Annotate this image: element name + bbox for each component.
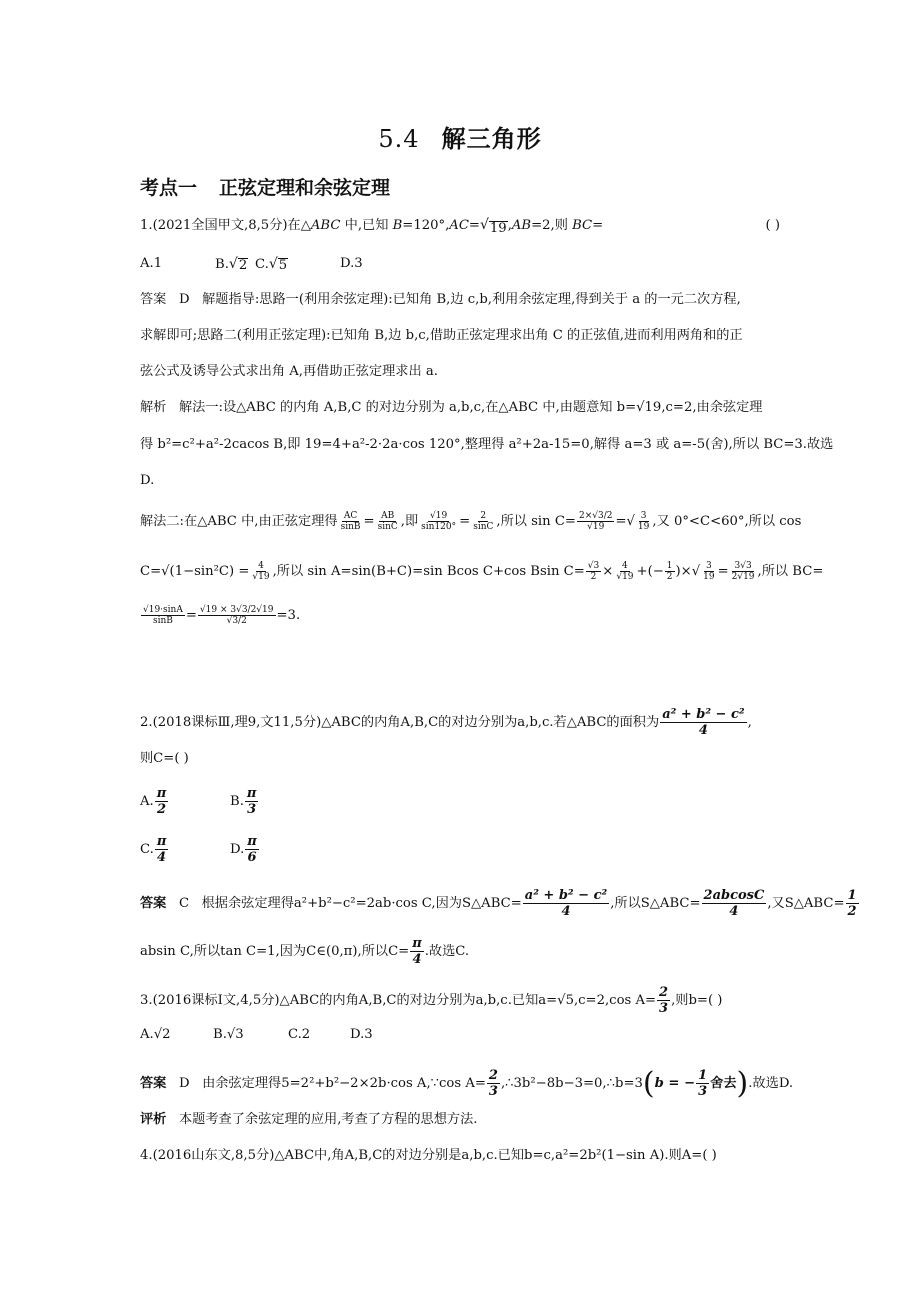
hint-line-1: 解题指导:思路一(利用余弦定理):已知角 B,边 c,b,利用余弦定理,得到关于 a 的一元二次方程,	[202, 292, 741, 307]
hint-line-2: 求解即可;思路二(利用正弦定理):已知角 B,边 b,c,借助正弦定理求出角 C 的正弦值,进而利用两角和的正	[140, 328, 743, 343]
sol2-line-3: $\frac{√19\cdot\sin A}{\sin B}$ = $\frac{√19 \times 3√3/2√19}{√3/2}$ =3.	[143, 605, 301, 626]
sqrt-19: √ 19	[479, 217, 507, 236]
q1-stem-d: =	[468, 218, 480, 233]
q2-stem-2: 则C=( )	[140, 751, 189, 766]
q1-stem-e: ,	[507, 218, 512, 233]
frac-sinc-value: $\frac{2\times√3/2}{√19}$	[578, 511, 613, 532]
q1-option-c: C. √ 5	[255, 256, 288, 273]
q1-option-a: A.1	[140, 256, 163, 271]
q1-stem-b: 中,已知	[340, 218, 393, 233]
q3-option-b: B.√3	[213, 1027, 244, 1042]
q1-option-d: D.3	[340, 256, 363, 271]
q3-comment: 评析 本题考查了余弦定理的应用,考查了方程的思想方法.	[140, 1112, 478, 1127]
answer-label: 答案	[140, 292, 167, 307]
sol1-line-1: 解析 解法一:设△ABC 的内角 A,B,C 的对边分别为 a,b,c,在△ABC 中,由题意知 b=√19,c=2,由余弦定理	[140, 400, 763, 415]
answer-value: D	[178, 292, 190, 307]
sol2-line-1: 解法二:在△ABC 中,由正弦定理得 $\frac{AC}{\sin B}$ = $\frac{AB}{\sin C}$ ,即 $\frac{√19}{\sin 120^\circ}$ = $\frac{2}{\sin C}$ ,所以 sin C= $\frac{2\times√3/2}{√19}$ =√ $\frac{3}{19}$ ,又 0°<C<60°,所以 cos	[140, 511, 802, 532]
q1-stem: 1.(2021全国甲文,8,5分)在△ABC 中,已知 B=120°,AC= √ 19 ,AB=2,则 BC= ( )	[140, 217, 780, 236]
frac-3r3-2r19: $\frac{3√3}{2√19}$	[731, 561, 755, 582]
frac-r19sina-sinb: $\frac{√19\cdot\sin A}{\sin B}$	[143, 605, 183, 626]
frac-ac-sinb: $\frac{AC}{\sin B}$	[340, 511, 361, 532]
q2-answer-line: 答案 C 根据余弦定理得a²+b²−c²=2ab·cos C,因为S△ABC= $\frac{\text{a² + b² − c²}}{4}$ ,所以S△ABC= $\frac{2abcosC}{4}$ ,又S△ABC= $\frac{1}{2}$	[140, 888, 857, 919]
topic-label: 考点一	[140, 177, 198, 199]
q2-option-b: B. $\frac{\pi}{3}$	[230, 786, 257, 817]
section-number: 5.4	[378, 125, 420, 153]
frac-3-19: $\frac{3}{19}$	[637, 511, 650, 532]
solution-label: 解析	[140, 400, 167, 415]
sol1-line-3: D.	[140, 473, 155, 488]
section-heading: 解三角形	[441, 125, 542, 153]
topic-heading	[140, 173, 390, 200]
q1-stem-f: =2,则	[531, 218, 573, 233]
frac-r3-2: $\frac{√3}{2}$	[587, 561, 600, 582]
frac-area: $\frac{\text{a² + b² − c²}}{4}$	[662, 707, 745, 738]
sol1-line-2: 得 b²=c²+a²-2cacos B,即 19=4+a²-2·2a·cos 120°,整理得 a²+2a-15=0,解得 a=3 或 a=-5(舍),所以 BC=3.故选	[140, 437, 834, 452]
q2-option-d: D. $\frac{\pi}{6}$	[230, 834, 257, 865]
frac-2-sinc: $\frac{2}{\sin C}$	[473, 511, 494, 532]
hint-line-3: 弦公式及诱导公式求出角 A,再借助正弦定理求出 a.	[140, 364, 438, 379]
frac-4-r19: $\frac{4}{√19}$	[252, 561, 270, 582]
q2-stem: 2.(2018课标Ⅲ,理9,文11,5分)△ABC的内角A,B,C的对边分别为a,b,c.若△ABC的面积为 $\frac{\text{a² + b² − c²}}{4}$ ,	[140, 707, 752, 738]
q2-option-c: C. $\frac{\pi}{4}$	[140, 834, 167, 865]
q1-stem-g: =	[592, 218, 604, 233]
section-title	[0, 119, 920, 154]
frac-1-2: $\frac{1}{2}$	[666, 561, 673, 582]
frac-ab-sinc: $\frac{AB}{\sin C}$	[377, 511, 398, 532]
frac-4-r19b: $\frac{4}{√19}$	[616, 561, 634, 582]
q3-option-c: C.2	[288, 1027, 311, 1042]
q2-answer-line-2: absin C,所以tan C=1,因为C∈(0,π),所以C= $\frac{\pi}{4}$ .故选C.	[140, 936, 470, 967]
q3-stem: 3.(2016课标Ⅰ文,4,5分)△ABC的内角A,B,C的对边分别为a,b,c.已知a=√5,c=2,cos A= $\frac{2}{3}$ ,则b=( )	[140, 985, 723, 1016]
q3-answer-line: 答案 D 由余弦定理得5=2²+b²−2×2b·cos A,∵cos A= $\frac{2}{3}$ ,∴3b²−8b−3=0,∴b=3(b = − $\frac{1}{3}$ 舍去).故选D.	[140, 1066, 794, 1101]
q1-answer-paren: ( )	[765, 218, 780, 233]
q3-option-d: D.3	[350, 1027, 373, 1042]
q1-option-b: B. √ 2	[215, 256, 248, 273]
sol2-line-2: C=√(1−sin²C) = $\frac{4}{√19}$ ,所以 sin A=sin(B+C)=sin Bcos C+cos Bsin C= $\frac{√3}{2}$ × $\frac{4}{√19}$ +(− $\frac{1}{2}$ )×√ $\frac{3}{19}$ = $\frac{3√3}{2√19}$ ,所以 BC=	[140, 561, 824, 582]
q1-answer-line	[140, 290, 780, 309]
frac-bc-value: $\frac{√19 \times 3√3/2√19}{√3/2}$	[199, 605, 274, 626]
q1-stem-a: 1.(2021全国甲文,8,5分)在△	[140, 218, 311, 233]
q4-stem: 4.(2016山东文,8,5分)△ABC中,角A,B,C的对边分别是a,b,c.已知b=c,a²=2b²(1−sin A).则A=( )	[140, 1148, 717, 1163]
q1-stem-c: =120°,	[402, 218, 450, 233]
q3-option-a: A.√2	[140, 1027, 171, 1042]
frac-r19-sin120: $\frac{√19}{\sin 120^\circ}$	[421, 511, 457, 532]
frac-3-19b: $\frac{3}{19}$	[703, 561, 715, 582]
topic-title: 正弦定理和余弦定理	[219, 177, 391, 199]
q2-option-a: A. $\frac{\pi}{2}$	[140, 786, 167, 817]
